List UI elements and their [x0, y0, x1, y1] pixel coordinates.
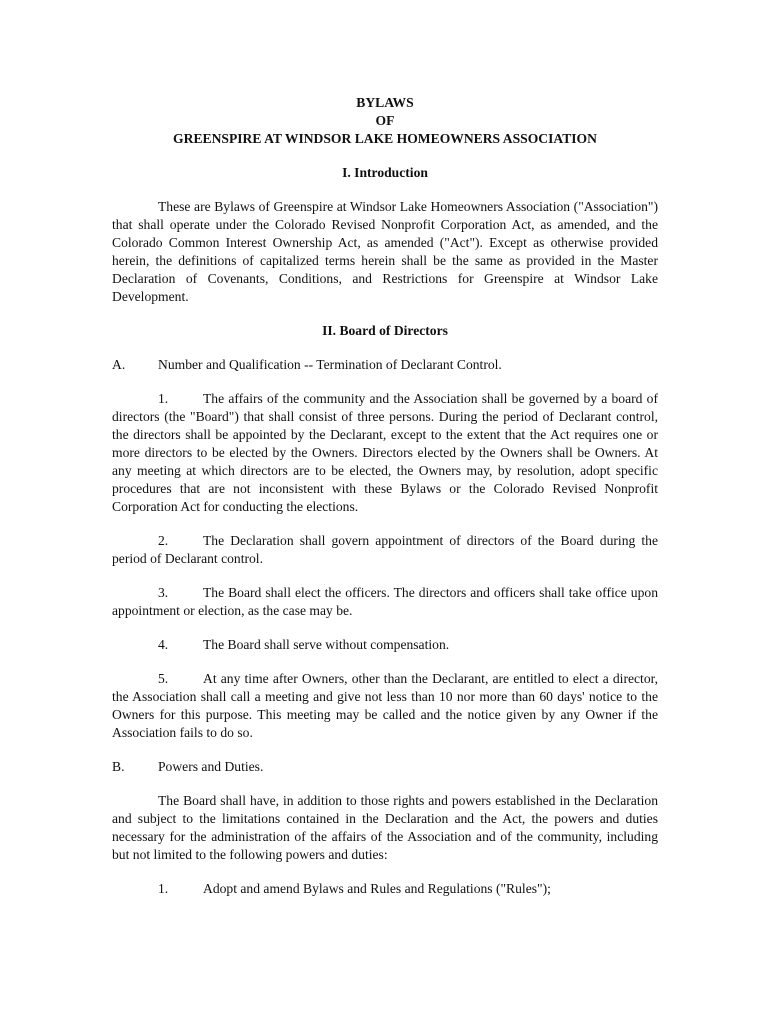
subsection-b-title: Powers and Duties. — [158, 759, 264, 774]
list-item — [112, 636, 658, 654]
item-text: The Board shall serve without compensation. — [203, 637, 450, 652]
item-number: 5. — [158, 671, 169, 686]
item-number: 4. — [158, 637, 169, 652]
list-item — [112, 584, 658, 620]
list-item — [112, 390, 658, 516]
subsection-b-letter: B. — [112, 759, 125, 774]
item-number: 3. — [158, 585, 169, 600]
item-text: At any time after Owners, other than the Declarant, are entitled to elect a director, the Association shall call a meeting and give not less than 10 nor more than 60 days' notice to the Owners for this purpose. This meeting may be called and the notice given by any Owner if the Association fails to do so. — [112, 671, 658, 740]
introduction-paragraph: These are Bylaws of Greenspire at Windsor Lake Homeowners Association ("Association") that shall operate under the Colorado Revised Nonprofit Corporation Act, as amended, and the Colorado Common Interest Ownership Act, as amended ("Act"). Except as otherwise provided herein, the definitions of capitalized terms herein shall be the same as provided in the Master Declaration of Covenants, Conditions, and Restrictions for Greenspire at Windsor Lake Development. — [112, 199, 658, 304]
list-item — [112, 880, 658, 898]
item-number: 1. — [158, 391, 169, 406]
subsection-a-letter: A. — [112, 357, 126, 372]
item-text: The affairs of the community and the Association shall be governed by a board of directors (the "Board") that shall consist of three persons. During the period of Declarant control, the directors shall be appointed by the Declarant, except to the extent that the Act requires one or more directors to be elected by the Owners. Directors elected by the Owners shall be Owners. At any meeting at which directors are to be elected, the Owners may, by resolution, adopt specific procedures that are not inconsistent with these Bylaws or the Colorado Revised Nonprofit Corporation Act for conducting the elections. — [112, 391, 658, 514]
list-item — [112, 532, 658, 568]
section-heading-introduction: I. Introduction — [342, 165, 428, 180]
document-body — [112, 94, 658, 898]
section-heading-board-of-directors: II. Board of Directors — [322, 323, 448, 338]
document-title — [112, 94, 658, 148]
title-line-2: OF — [375, 113, 395, 128]
item-text: Adopt and amend Bylaws and Rules and Regulations ("Rules"); — [203, 881, 551, 896]
subsection-a-title: Number and Qualification -- Termination of Declarant Control. — [158, 357, 502, 372]
item-text: The Declaration shall govern appointment of directors of the Board during the period of Declarant control. — [112, 533, 658, 566]
title-line-3: GREENSPIRE AT WINDSOR LAKE HOMEOWNERS ASSOCIATION — [173, 131, 597, 146]
subsection-b — [112, 758, 658, 776]
title-line-1: BYLAWS — [356, 95, 414, 110]
subsection-a — [112, 356, 658, 374]
item-number: 1. — [158, 881, 169, 896]
list-item — [112, 670, 658, 742]
item-text: The Board shall elect the officers. The directors and officers shall take office upon appointment or election, as the case may be. — [112, 585, 658, 618]
item-number: 2. — [158, 533, 169, 548]
powers-paragraph: The Board shall have, in addition to those rights and powers established in the Declaration and subject to the limitations contained in the Declaration and the Act, the powers and duties necessary for the administration of the affairs of the Association and of the community, including but not limited to the following powers and duties: — [112, 793, 658, 862]
